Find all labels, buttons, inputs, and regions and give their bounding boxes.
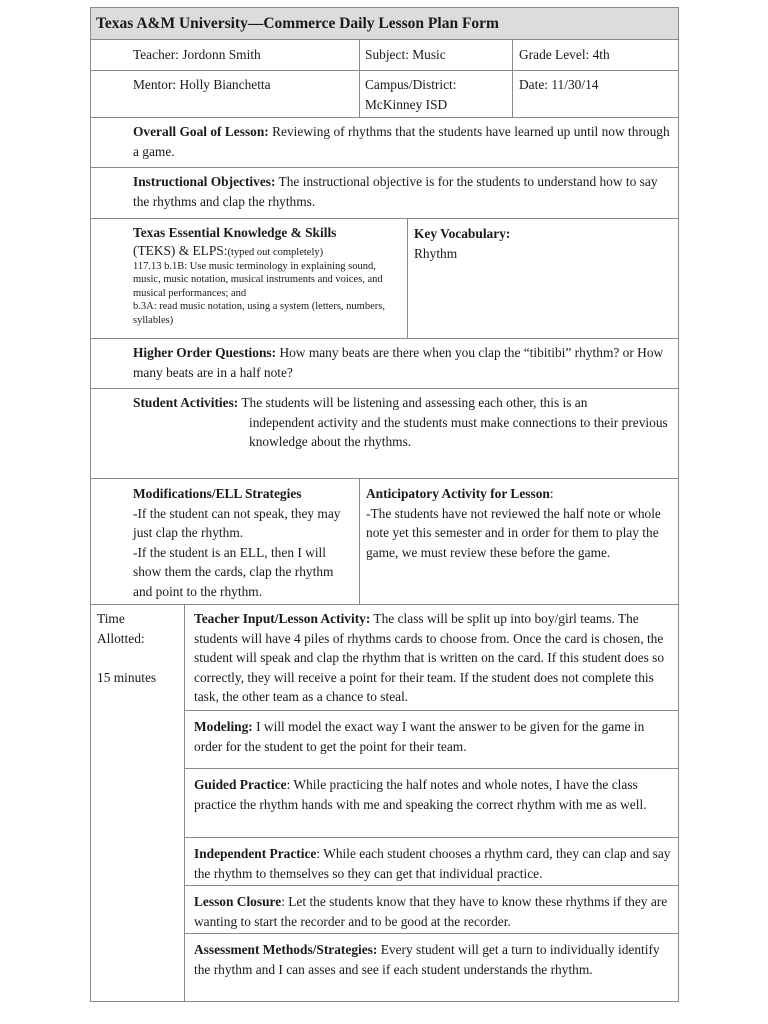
activities-label: Student Activities: — [133, 395, 239, 410]
assessment-methods — [185, 933, 678, 1000]
objectives-row — [91, 167, 678, 218]
anticipatory-colon: : — [549, 486, 554, 501]
time-value: 15 minutes — [97, 669, 157, 685]
lesson-plan-form — [90, 7, 679, 1002]
teks-body-2: b.3A: read music notation, using a system (letters, numbers, syllables) — [133, 301, 385, 326]
overall-goal — [91, 118, 678, 167]
teks-sub: (TEKS) & ELPS: — [133, 243, 228, 258]
teacher-input — [185, 605, 678, 710]
teks-subheading — [133, 242, 401, 260]
activities-row — [91, 388, 678, 478]
date-field: Date: 11/30/14 — [512, 71, 678, 117]
subject-field: Subject: Music — [359, 40, 512, 70]
grade-level-field: Grade Level: 4th — [512, 40, 678, 70]
objectives-text: The instructional objective is for the students to understand how to say the rhythms and clap the rhythms. — [133, 174, 658, 209]
modeling-label: Modeling: — [194, 719, 253, 734]
hoq-text: How many beats are there when you clap the “tibitibi” rhythm? or How many beats are in a half note? — [133, 345, 664, 380]
modifications-section — [91, 479, 359, 604]
goal-row — [91, 117, 678, 167]
independent-practice — [185, 837, 678, 885]
objectives-label: Instructional Objectives: — [133, 174, 276, 189]
instructional-objectives — [91, 168, 678, 218]
title-row — [91, 8, 678, 39]
time-label-2: Allotted: — [97, 630, 145, 646]
anticipatory-label: Anticipatory Activity for Lesson — [366, 486, 550, 501]
mods-label: Modifications/ELL Strategies — [133, 486, 302, 501]
vocab-text: Rhythm — [414, 245, 458, 261]
anticipatory-text: -The students have not reviewed the half note or whole note yet this semester and in order for them to play the game, we must review these before the game. — [366, 505, 661, 560]
higher-order-questions — [91, 339, 678, 388]
mentor-row — [91, 70, 678, 117]
modeling-text: I will model the exact way I want the answer to be given for the game in order for the student to get the point for their team. — [194, 719, 645, 754]
teks-row — [91, 218, 678, 338]
overall-goal-text: Reviewing of rhythms that the students have learned up until now through a game. — [133, 124, 670, 159]
closure-label: Lesson Closure — [194, 894, 282, 909]
independent-text: : While each student chooses a rhythm card, they can clap and say the rhythm to themselves so they can get that individual practice. — [194, 846, 671, 881]
mods-text-2: -If the student is an ELL, then I will show them the cards, clap the rhythm and point to the rhythm. — [133, 544, 334, 599]
campus-value: McKinney ISD — [365, 96, 448, 112]
time-allotted — [91, 605, 184, 1001]
time-label-1: Time — [97, 611, 125, 626]
teacher-row — [91, 39, 678, 70]
vocab-label: Key Vocabulary: — [414, 226, 511, 241]
teks-section — [91, 219, 407, 338]
assessment-label: Assessment Methods/Strategies: — [194, 942, 378, 957]
independent-label: Independent Practice — [194, 846, 317, 861]
teks-label: Texas Essential Knowledge & Skills — [133, 225, 337, 240]
teacher-field: Teacher: Jordonn Smith — [133, 47, 261, 62]
key-vocabulary-section — [407, 219, 678, 338]
modeling — [185, 710, 678, 768]
lesson-closure — [185, 885, 678, 933]
teacher-input-text: The class will be split up into boy/girl teams. The students will have 4 piles of rhythms cards to choose from. Once the card is chosen, the student will speak and clap the rhythm that is written on the card. If this student does so correctly, they will receive a point for their team. If the student does not complete this task, the other team as a chance to steal. — [194, 611, 665, 704]
teks-body-1: 117.13 b.1B: Use music terminology in explaining sound, music, music notation, musical instruments and voices, and musical performances; and — [133, 261, 383, 299]
activities-rest: independent activity and the students must make connections to their previous knowledge about the rhythms. — [249, 414, 668, 449]
anticipatory-section — [359, 479, 678, 604]
mentor-field: Mentor: Holly Bianchetta — [133, 77, 271, 92]
assessment-text: Every student will get a turn to individually identify the rhythm and I can asses and see if each student understands the rhythm. — [194, 942, 660, 977]
mods-row — [91, 478, 678, 604]
guided-practice — [185, 768, 678, 837]
guided-label: Guided Practice — [194, 777, 287, 792]
mods-text-1: -If the student can not speak, they may just clap the rhythm. — [133, 505, 341, 540]
campus-label: Campus/District: — [365, 77, 457, 92]
teks-note: (typed out completely) — [227, 247, 324, 258]
activities-line1: The students will be listening and assessing each other, this is an — [238, 395, 588, 410]
guided-text: : While practicing the half notes and whole notes, I have the class practice the rhythm hands with me and speaking the correct rhythm with me as well. — [194, 777, 647, 812]
teacher-input-label: Teacher Input/Lesson Activity: — [194, 611, 371, 626]
form-title: Texas A&M University—Commerce Daily Lesson Plan Form — [91, 8, 678, 39]
hoq-label: Higher Order Questions: — [133, 345, 277, 360]
campus-district-field — [359, 71, 512, 117]
closure-text: : Let the students know that they have to know these rhythms if they are wanting to start the recorder and to be good at the recorder. — [194, 894, 668, 929]
lesson-steps — [184, 605, 678, 1001]
hoq-row — [91, 338, 678, 388]
overall-goal-label: Overall Goal of Lesson: — [133, 124, 269, 139]
student-activities — [91, 389, 678, 478]
activity-block — [91, 604, 678, 1001]
